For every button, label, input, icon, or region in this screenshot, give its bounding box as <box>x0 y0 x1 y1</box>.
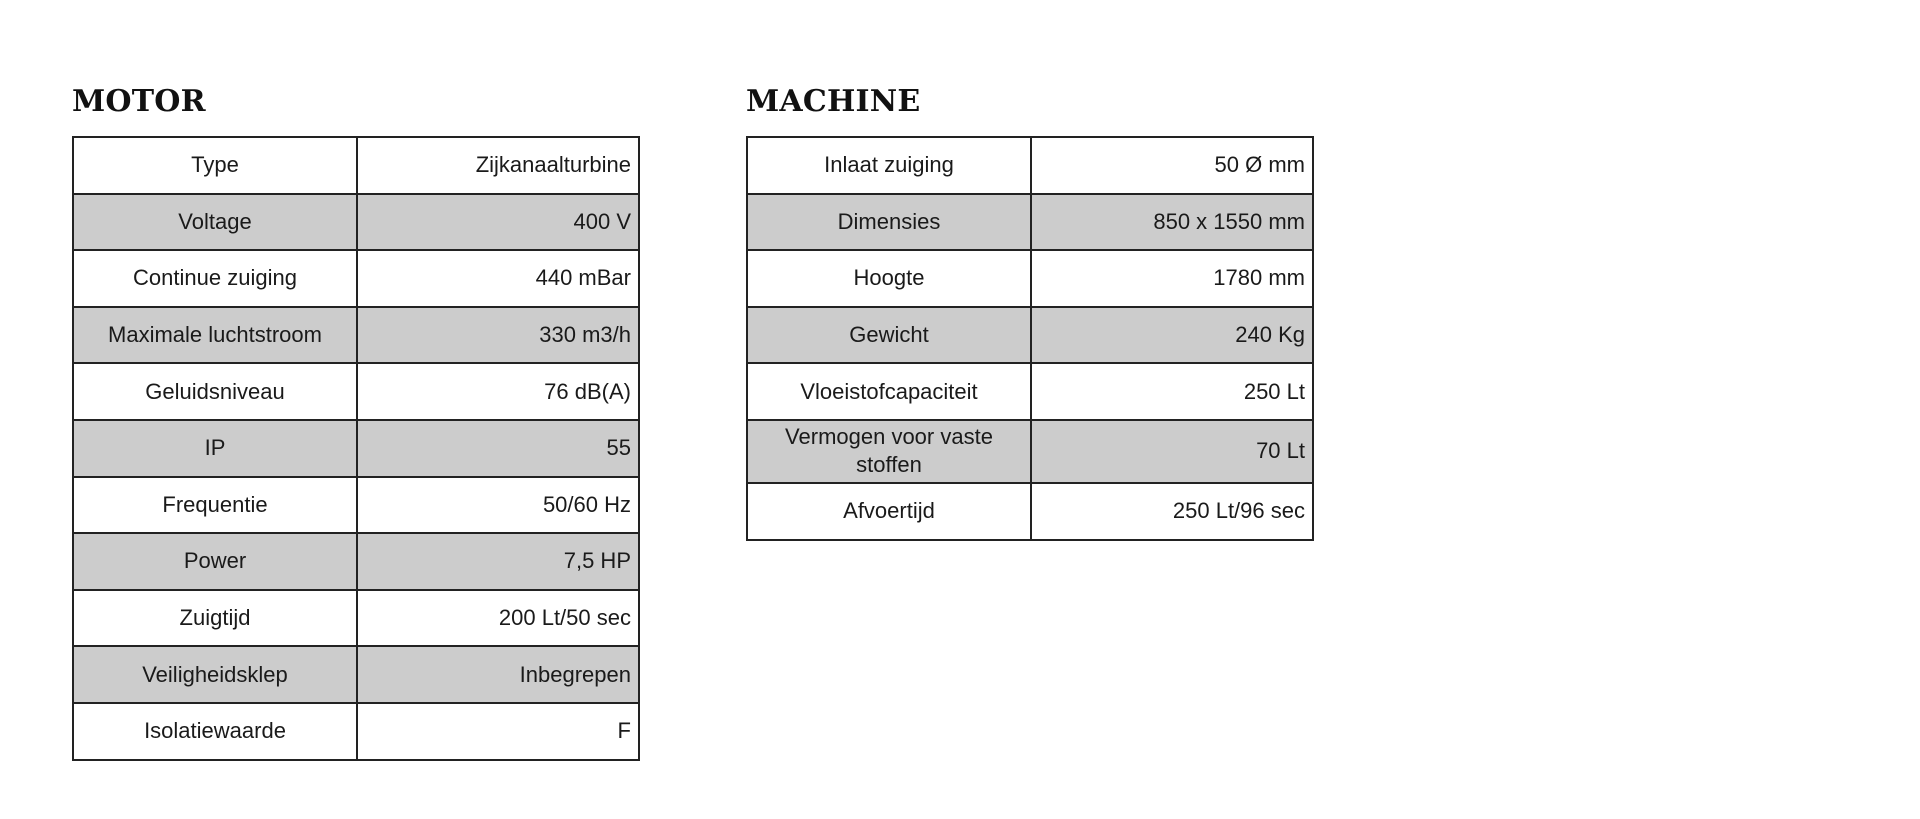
table-row <box>73 363 639 420</box>
spec-label: Voltage <box>73 194 357 251</box>
table-row <box>73 307 639 364</box>
spec-label: IP <box>73 420 357 477</box>
machine-spec-section <box>746 80 1314 541</box>
spec-value: 200 Lt/50 sec <box>357 590 639 647</box>
motor-spec-table <box>72 136 640 761</box>
spec-value: 400 V <box>357 194 639 251</box>
spec-value: 50 Ø mm <box>1031 137 1313 194</box>
spec-label: Zuigtijd <box>73 590 357 647</box>
table-row <box>73 590 639 647</box>
spec-value: 1780 mm <box>1031 250 1313 307</box>
spec-label: Geluidsniveau <box>73 363 357 420</box>
spec-value: Inbegrepen <box>357 646 639 703</box>
table-row <box>73 533 639 590</box>
spec-value: 850 x 1550 mm <box>1031 194 1313 251</box>
spec-value: 250 Lt/96 sec <box>1031 483 1313 540</box>
spec-label: Power <box>73 533 357 590</box>
spec-value: F <box>357 703 639 760</box>
machine-title: MACHINE <box>746 84 921 119</box>
spec-value: 440 mBar <box>357 250 639 307</box>
spec-label: Isolatiewaarde <box>73 703 357 760</box>
table-row <box>747 363 1313 420</box>
spec-label: Gewicht <box>747 307 1031 364</box>
spec-label: Vermogen voor vaste stoffen <box>747 420 1031 483</box>
machine-spec-table <box>746 136 1314 541</box>
spec-value: 240 Kg <box>1031 307 1313 364</box>
table-row <box>73 477 639 534</box>
table-row <box>73 703 639 760</box>
spec-value: 330 m3/h <box>357 307 639 364</box>
spec-value: Zijkanaalturbine <box>357 137 639 194</box>
table-row <box>73 250 639 307</box>
spec-label: Frequentie <box>73 477 357 534</box>
spec-value: 76 dB(A) <box>357 363 639 420</box>
spec-value: 250 Lt <box>1031 363 1313 420</box>
table-row <box>747 194 1313 251</box>
spec-value: 50/60 Hz <box>357 477 639 534</box>
spec-label: Veiligheidsklep <box>73 646 357 703</box>
spec-value: 55 <box>357 420 639 477</box>
spec-label: Inlaat zuiging <box>747 137 1031 194</box>
table-row <box>73 646 639 703</box>
spec-label: Continue zuiging <box>73 250 357 307</box>
table-row <box>747 137 1313 194</box>
table-row <box>747 420 1313 483</box>
motor-title: MOTOR <box>72 84 206 119</box>
spec-label: Hoogte <box>747 250 1031 307</box>
table-row <box>73 420 639 477</box>
table-row <box>747 250 1313 307</box>
spec-value: 7,5 HP <box>357 533 639 590</box>
spec-label: Type <box>73 137 357 194</box>
spec-label: Afvoertijd <box>747 483 1031 540</box>
table-row <box>747 483 1313 540</box>
table-row <box>747 307 1313 364</box>
motor-spec-section <box>72 80 640 761</box>
table-row <box>73 194 639 251</box>
spec-label: Maximale luchtstroom <box>73 307 357 364</box>
spec-label: Dimensies <box>747 194 1031 251</box>
spec-value: 70 Lt <box>1031 420 1313 483</box>
table-row <box>73 137 639 194</box>
spec-label: Vloeistofcapaciteit <box>747 363 1031 420</box>
